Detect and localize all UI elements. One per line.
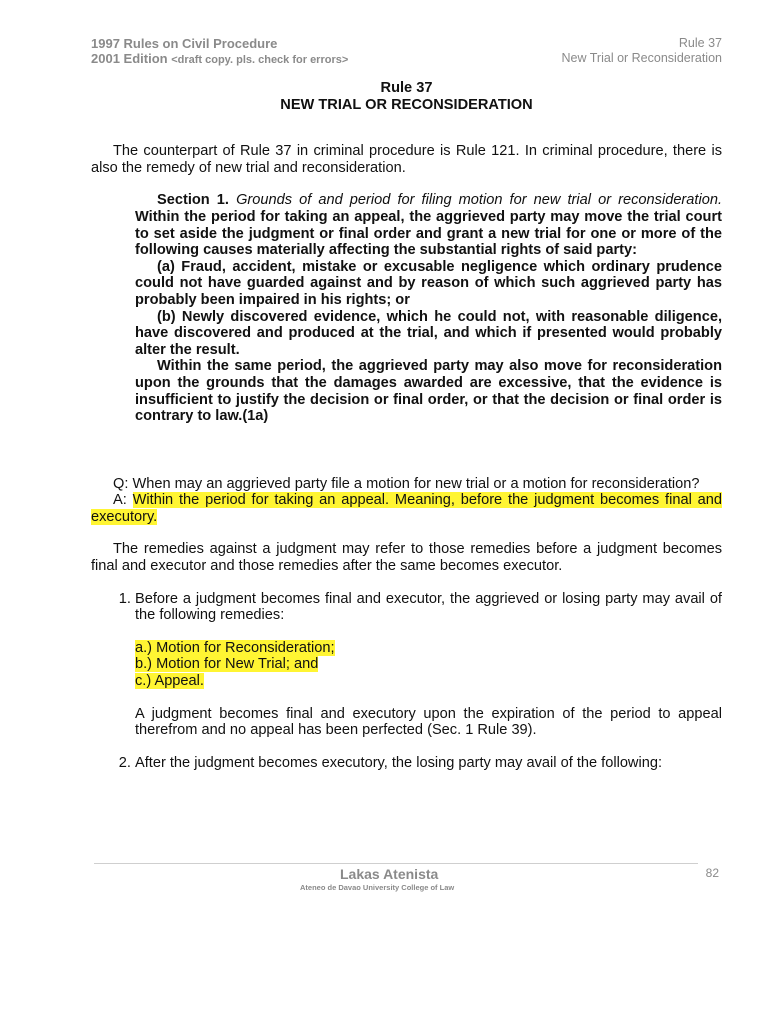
remedy-item-1-text: Before a judgment becomes final and executor, the aggrieved or losing party may avail of the following remedies:: [135, 590, 722, 624]
rule-number: Rule 37: [380, 80, 433, 96]
answer-highlight: Within the period for taking an appeal. Meaning, before the judgment becomes final and executory.: [91, 492, 722, 525]
section-1-reconsideration: Within the same period, the aggrieved party may also move for reconsideration upon the grounds that the damages awarded are excessive, that the evidence is insufficient to justify the decision or final order, or that the decision or final order is contrary to law.(1a): [135, 358, 722, 425]
remedies-list: [91, 591, 722, 772]
header-rule-number: Rule 37: [678, 36, 722, 50]
header-edition-label: 2001 Edition: [91, 51, 168, 66]
remedy-item-2-text: After the judgment becomes executory, the losing party may avail of the following:: [135, 754, 662, 771]
section-label: Section 1.: [157, 192, 229, 209]
section-1-body: [135, 192, 722, 258]
footer-title: Lakas Atenista: [340, 866, 439, 882]
header-book-title: 1997 Rules on Civil Procedure: [91, 36, 278, 51]
remedy-item-before-finality: [135, 591, 722, 739]
running-header-left: [91, 36, 348, 68]
answer: [91, 492, 722, 525]
rule-name: NEW TRIAL OR RECONSIDERATION: [280, 96, 533, 113]
section-heading: Grounds of and period for filing motion for new trial or reconsideration.: [236, 192, 722, 209]
running-header-right: [562, 36, 723, 66]
remedies-sublist: [135, 640, 722, 690]
footer-divider: [94, 863, 698, 864]
page-number: 82: [705, 866, 719, 880]
remedy-item-after-finality: [135, 755, 722, 772]
header-edition: [91, 51, 348, 68]
page-body: [91, 80, 722, 771]
section-text: Within the period for taking an appeal, the aggrieved party may move the trial court to set aside the judgment or final order and grant a new trial for one or more of the following causes materially affecting the substantial rights of said party:: [135, 208, 722, 259]
intro-paragraph: The counterpart of Rule 37 in criminal procedure is Rule 121. In criminal procedure, there is also the remedy of new trial and reconsideration.: [91, 143, 722, 176]
question: Q: When may an aggrieved party file a motion for new trial or a motion for reconsideration?: [113, 475, 700, 492]
finality-note: A judgment becomes final and executory upon the expiration of the period to appeal therefrom and no appeal has been perfected (Sec. 1 Rule 39).: [135, 705, 722, 739]
section-1-ground-a: (a) Fraud, accident, mistake or excusable negligence which ordinary prudence could not have guarded against and by reason of which such aggrieved party has probably been impaired in his rights; or: [135, 258, 722, 308]
remedy-motion-reconsideration: a.) Motion for Reconsideration;: [135, 639, 335, 656]
question-answer: [91, 476, 722, 526]
section-1: [135, 192, 722, 424]
remedies-intro: The remedies against a judgment may refer to those remedies before a judgment becomes final and executor and those remedies after the same becomes executor.: [91, 541, 722, 575]
remedy-appeal: c.) Appeal.: [135, 673, 204, 690]
answer-prefix: A:: [113, 492, 133, 509]
header-rule-name: New Trial or Reconsideration: [561, 51, 722, 65]
footer-subtitle: Ateneo de Davao University College of Law: [300, 883, 455, 892]
section-1-ground-b: (b) Newly discovered evidence, which he could not, with reasonable diligence, have discovered and produced at the trial, and which if presented would probably alter the result.: [135, 308, 722, 358]
remedy-motion-new-trial: b.) Motion for New Trial; and: [135, 656, 319, 673]
header-draft-note: <draft copy. pls. check for errors>: [171, 54, 349, 66]
